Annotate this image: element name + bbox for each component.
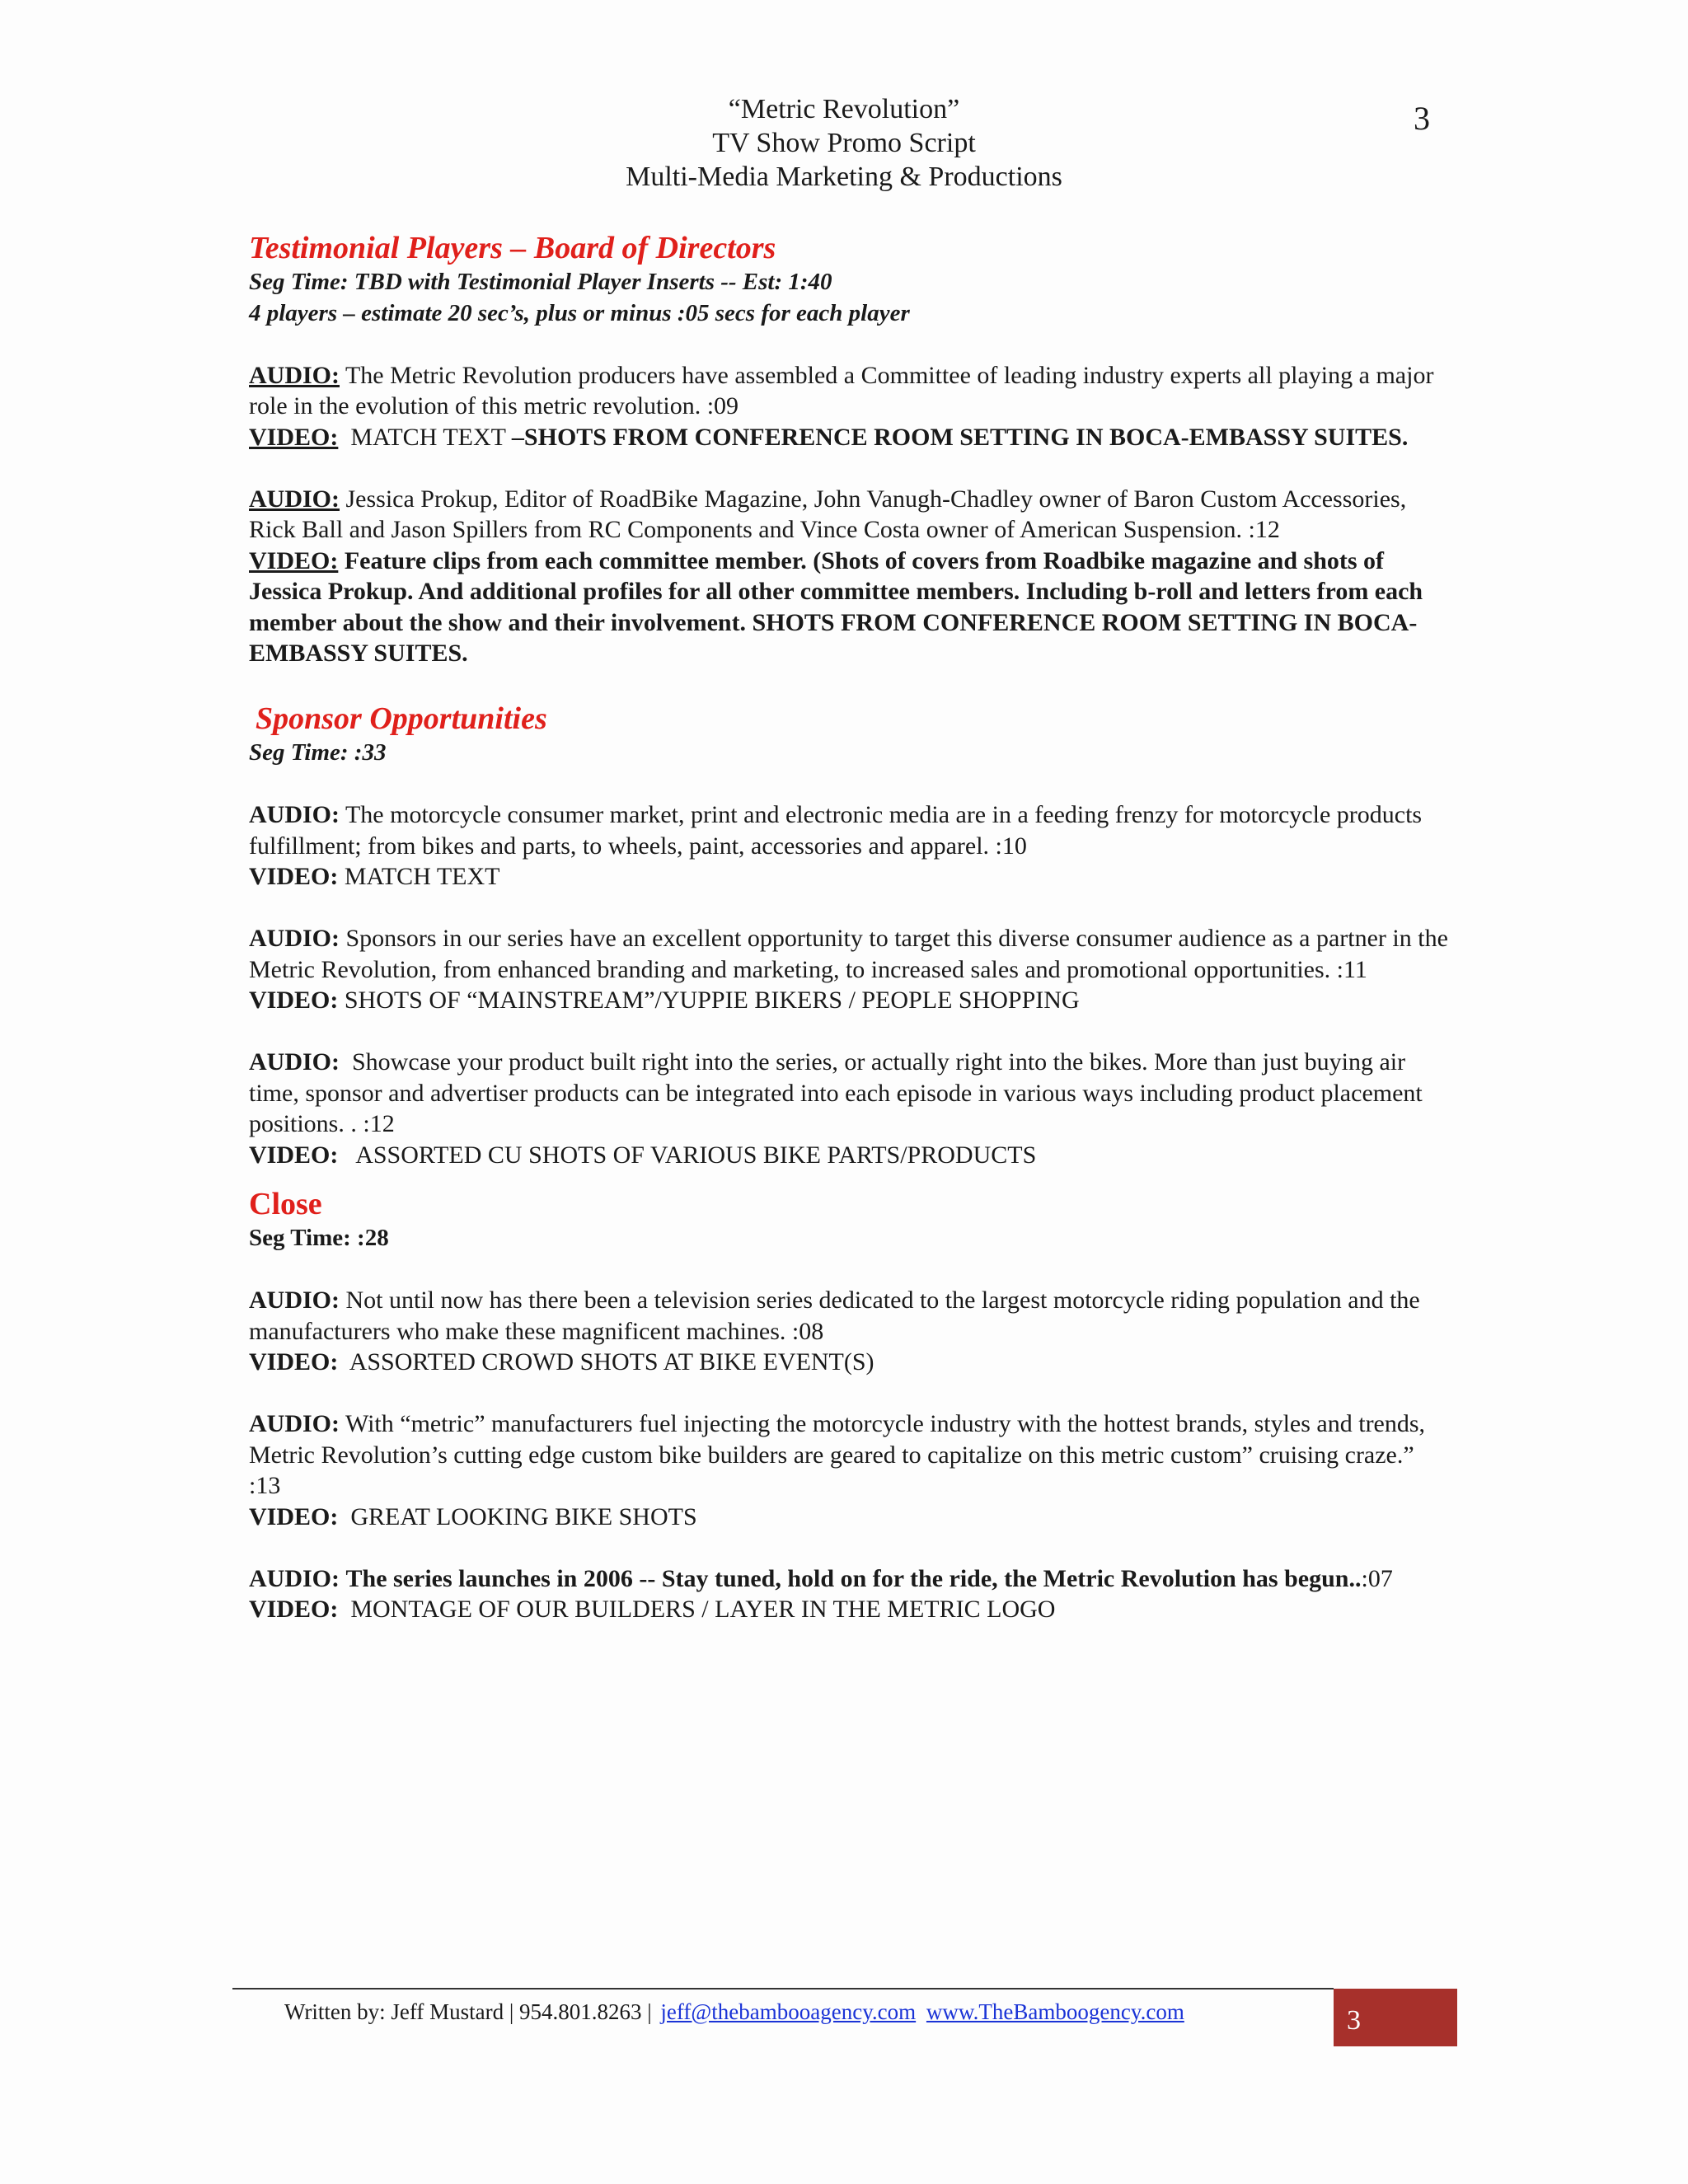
audio-video-block [249,360,1448,453]
video-line [249,1140,1448,1171]
video-line [249,861,1448,893]
audio-line [249,1285,1448,1347]
footer-author: Written by: Jeff Mustard | 954.801.8263 | [284,1999,652,2024]
footer-website-link[interactable]: www.TheBamboogency.com [926,1999,1184,2024]
section-title: Close [249,1187,322,1221]
video-label: VIDEO: [249,1596,339,1623]
video-text: GREAT LOOKING BIKE SHOTS [350,1502,697,1530]
audio-text: The motorcycle consumer market, print and electronic media are in a feeding frenzy for motorcycle products fulfillment; from bikes and parts, to wheels, paint, accessories and apparel. :10 [249,801,1423,860]
video-text: MONTAGE OF OUR BUILDERS / LAYER IN THE METRIC LOGO [350,1596,1056,1623]
audio-text: Sponsors in our series have an excellent opportunity to target this diverse consumer audience as a partner in the Metric Revolution, from enhanced branding and marketing, to increased sales and promotional opportunities. :11 [249,925,1448,983]
video-text: SHOTS OF “MAINSTREAM”/YUPPIE BIKERS / PEOPLE SHOPPING [344,987,1080,1014]
audio-video-block [249,799,1448,893]
audio-video-block [249,1047,1448,1170]
section-title: Sponsor Opportunities [256,701,547,736]
video-label: VIDEO: [249,1502,339,1530]
page-header [0,92,1688,194]
spacer [249,1170,1448,1185]
audio-line [249,923,1448,985]
audio-line [249,1047,1448,1140]
audio-line [249,1563,1448,1595]
video-line [249,546,1448,669]
section-sponsor [249,700,1448,1170]
seg-note: 4 players – estimate 20 sec’s, plus or minus :05 secs for each player [249,299,910,326]
video-line [249,1502,1448,1533]
audio-label: AUDIO: [249,485,340,513]
audio-label: AUDIO: [249,801,340,828]
footer-page-number-box [1334,1989,1457,2046]
video-text-bold: –SHOTS FROM CONFERENCE ROOM SETTING IN BOCA-EMBASSY SUITES. [511,423,1409,451]
footer-divider [232,1988,1334,1990]
audio-video-block [249,1408,1448,1532]
audio-label: AUDIO: [249,361,340,389]
audio-label: AUDIO: [249,925,340,952]
spacer [249,669,1448,701]
section-title: Testimonial Players – Board of Directors [249,231,776,265]
video-label: VIDEO: [249,423,339,451]
video-label: VIDEO: [249,1348,339,1376]
video-line [249,422,1448,453]
seg-time: Seg Time: TBD with Testimonial Player Inserts -- Est: 1:40 [249,269,832,295]
script-title: “Metric Revolution” [728,94,960,124]
video-text: MATCH TEXT [350,423,506,451]
video-label: VIDEO: [249,987,339,1014]
video-line [249,985,1448,1016]
audio-label: AUDIO: [249,1410,340,1437]
script-subtitle: TV Show Promo Script [712,128,976,158]
audio-text: The Metric Revolution producers have assembled a Committee of leading industry experts all playing a major role in the evolution of this metric revolution. :09 [249,361,1434,419]
script-body [249,229,1448,1625]
audio-label: AUDIO: [249,1564,340,1592]
audio-text: Showcase your product built right into the series, or actually right into the bikes. More than just buying air time, sponsor and advertiser products can be integrated into each episode in various ways including product placement positions. . :12 [249,1048,1423,1137]
video-label: VIDEO: [249,863,339,890]
video-text: ASSORTED CU SHOTS OF VARIOUS BIKE PARTS/PRODUCTS [355,1141,1037,1169]
video-text: ASSORTED CROWD SHOTS AT BIKE EVENT(S) [349,1348,874,1376]
video-line [249,1594,1448,1625]
section-close [249,1185,1448,1625]
audio-label: AUDIO: [249,1048,340,1076]
audio-video-block [249,484,1448,669]
audio-line [249,360,1448,422]
seg-time: Seg Time: :28 [249,1225,389,1251]
page-number-top: 3 [1414,100,1430,137]
audio-video-block [249,923,1448,1016]
video-text-bold: Feature clips from each committee member. (Shots of covers from Roadbike magazine and shots of Jessica Prokup. And additional profiles for all other committee members. Including b-roll and letters from each member about the show and their involvement. SHOTS FROM CONFERENCE ROOM SETTING IN BOCA-EMBASSY SUITES. [249,546,1423,667]
audio-line [249,1408,1448,1502]
audio-video-block [249,1563,1448,1625]
audio-text: Not until now has there been a television series dedicated to the largest motorcycle riding population and the manufacturers who make these magnificent machines. :08 [249,1286,1420,1345]
audio-text: With “metric” manufacturers fuel injecting the motorcycle industry with the hottest brands, styles and trends, Metric Revolution’s cutting edge custom bike builders are geared to capitalize on this metric custom” cruising craze.” :13 [249,1410,1426,1499]
audio-time: :07 [1361,1564,1393,1592]
video-label: VIDEO: [249,546,339,574]
section-testimonial [249,229,1448,669]
video-label: VIDEO: [249,1141,339,1169]
footer-email-link[interactable]: jeff@thebambooagency.com [660,1999,917,2024]
audio-line [249,484,1448,546]
video-line [249,1347,1448,1378]
seg-time: Seg Time: :33 [249,739,387,766]
audio-line [249,799,1448,861]
audio-text-bold: The series launches in 2006 -- Stay tuned, hold on for the ride, the Metric Revolution has begun.. [345,1564,1362,1592]
audio-text: Jessica Prokup, Editor of RoadBike Magazine, John Vanugh-Chadley owner of Baron Custom Accessories, Rick Ball and Jason Spillers from RC Components and Vince Costa owner of American Suspension. :12 [249,485,1407,543]
footer-page-number: 3 [1347,2005,1361,2036]
page-footer [284,1999,1184,2025]
video-text: MATCH TEXT [344,863,500,890]
audio-video-block [249,1285,1448,1378]
company-name: Multi-Media Marketing & Productions [626,162,1062,192]
audio-label: AUDIO: [249,1286,340,1314]
